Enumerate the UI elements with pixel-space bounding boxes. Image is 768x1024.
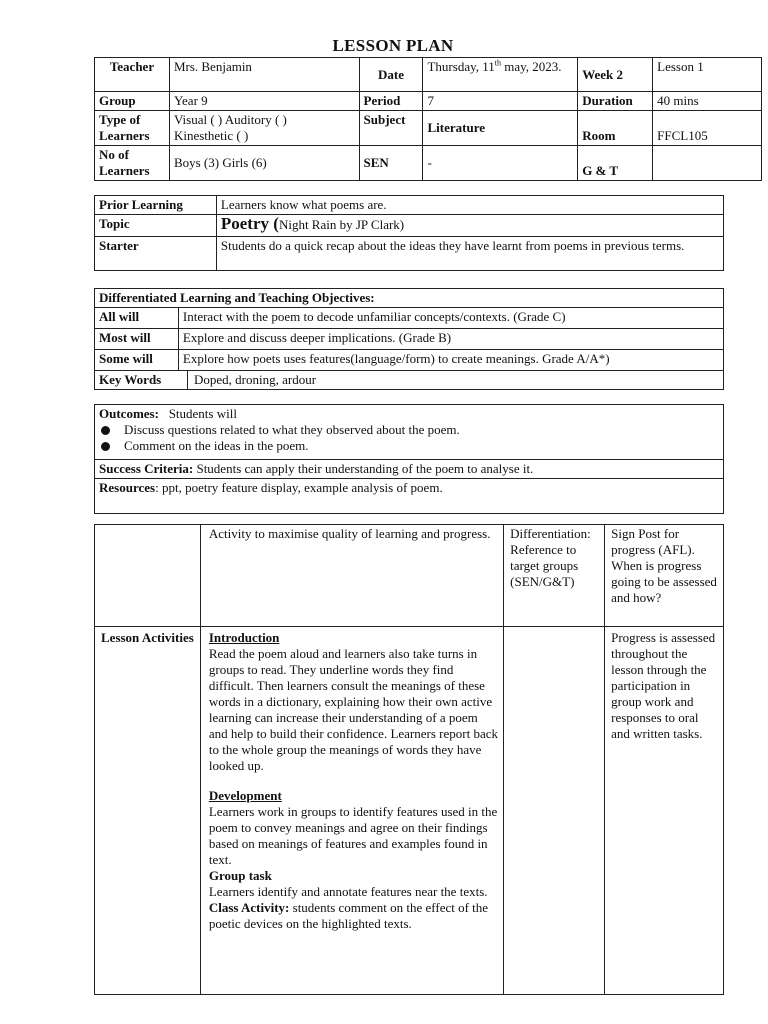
- signpost-column-header: Sign Post for progress (AFL). When is progress going to be assessed and how?: [605, 525, 724, 627]
- introduction-heading: Introduction: [208, 630, 280, 645]
- sen-label: SEN: [359, 146, 423, 181]
- type-value: Visual ( ) Auditory ( ) Kinesthetic ( ): [169, 111, 359, 146]
- most-will-label: Most will: [95, 329, 179, 350]
- group-task-heading: Group task: [208, 868, 272, 883]
- learners-value: Boys (3) Girls (6): [169, 146, 359, 181]
- differentiation-content: [504, 627, 605, 995]
- outcomes-label: Outcomes:: [99, 406, 159, 421]
- prior-learning-table: [94, 195, 724, 271]
- period-value: 7: [423, 92, 578, 111]
- development-heading: Development: [208, 788, 282, 803]
- group-label: Group: [95, 92, 170, 111]
- activity-content: [200, 627, 503, 995]
- room-label: Room: [578, 111, 653, 146]
- starter-value: Students do a quick recap about the ideas they have learnt from poems in previous terms.: [216, 237, 723, 271]
- week-value: Week 2: [578, 58, 653, 92]
- subject-value: Literature: [423, 111, 578, 146]
- lesson-value: Lesson 1: [653, 58, 762, 92]
- outcome-item: Discuss questions related to what they observed about the poem.: [99, 422, 719, 438]
- duration-value: 40 mins: [653, 92, 762, 111]
- duration-label: Duration: [578, 92, 653, 111]
- subject-label: Subject: [359, 111, 423, 146]
- lesson-activities-label: Lesson Activities: [95, 627, 201, 995]
- group-value: Year 9: [169, 92, 359, 111]
- key-words-value: Doped, droning, ardour: [194, 372, 317, 387]
- resources: Resources: ppt, poetry feature display, example analysis of poem.: [95, 479, 724, 514]
- room-value: FFCL105: [653, 111, 762, 146]
- objectives-heading: Differentiated Learning and Teaching Objectives:: [95, 289, 724, 308]
- prior-learning-label: Prior Learning: [95, 196, 217, 215]
- class-activity: Class Activity: students comment on the effect of the poetic devices on the highlighted texts.: [208, 900, 489, 931]
- teacher-value: Mrs. Benjamin: [169, 58, 359, 92]
- introduction-text: Read the poem aloud and learners also take turns in groups to read. They underline words they find difficult. Then learners consult the meanings of these words in a dictionary, explaining how their own active learning can increase their understanding of a poem and help to build their confidence. Learners report back to the whole group the meanings of words they have looked up.: [208, 646, 498, 773]
- prior-learning-value: Learners know what poems are.: [216, 196, 723, 215]
- signpost-content: Progress is assessed throughout the lesson through the participation in group work and responses to oral and written tasks.: [605, 627, 724, 995]
- success-criteria: Success Criteria: Students can apply their understanding of the poem to analyse it.: [95, 460, 724, 479]
- teacher-label: Teacher: [95, 58, 170, 92]
- outcome-item: Comment on the ideas in the poem.: [99, 438, 719, 454]
- topic-label: Topic: [95, 215, 217, 237]
- most-will-value: Explore and discuss deeper implications. (Grade B): [178, 329, 723, 350]
- starter-label: Starter: [95, 237, 217, 271]
- some-will-label: Some will: [95, 350, 179, 371]
- activity-column-header: Activity to maximise quality of learning and progress.: [200, 525, 503, 627]
- date-value: Thursday, 11th may, 2023.: [423, 58, 578, 92]
- topic-value: Poetry (Night Rain by JP Clark): [216, 215, 723, 237]
- sen-value: -: [423, 146, 578, 181]
- all-will-value: Interact with the poem to decode unfamiliar concepts/contexts. (Grade C): [178, 308, 723, 329]
- development-text: Learners work in groups to identify features used in the poem to convey meanings and agree on their findings based on meanings of features and examples found in text.: [208, 804, 498, 867]
- key-words-row: [95, 371, 724, 390]
- bullet-icon: [101, 442, 110, 451]
- group-task-text: Learners identify and annotate features near the texts.: [208, 884, 488, 899]
- gt-value: [653, 146, 762, 181]
- outcomes-cell: [95, 405, 724, 460]
- activities-table: [94, 524, 724, 995]
- gt-label: G & T: [578, 146, 653, 181]
- all-will-label: All will: [95, 308, 179, 329]
- activities-header-blank: [95, 525, 201, 627]
- outcomes-table: [94, 404, 724, 514]
- page-title: LESSON PLAN: [332, 36, 454, 55]
- header-table: [94, 57, 762, 181]
- outcomes-intro: Students will: [168, 406, 237, 421]
- bullet-icon: [101, 426, 110, 435]
- some-will-value: Explore how poets uses features(language/form) to create meanings. Grade A/A*): [178, 350, 723, 371]
- differentiation-column-header: Differentiation: Reference to target groups (SEN/G&T): [504, 525, 605, 627]
- date-label: Date: [359, 58, 423, 92]
- objectives-table: [94, 288, 724, 390]
- key-words-label: Key Words: [95, 371, 188, 389]
- learners-label: No of Learners: [95, 146, 170, 181]
- period-label: Period: [359, 92, 423, 111]
- type-label: Type of Learners: [95, 111, 170, 146]
